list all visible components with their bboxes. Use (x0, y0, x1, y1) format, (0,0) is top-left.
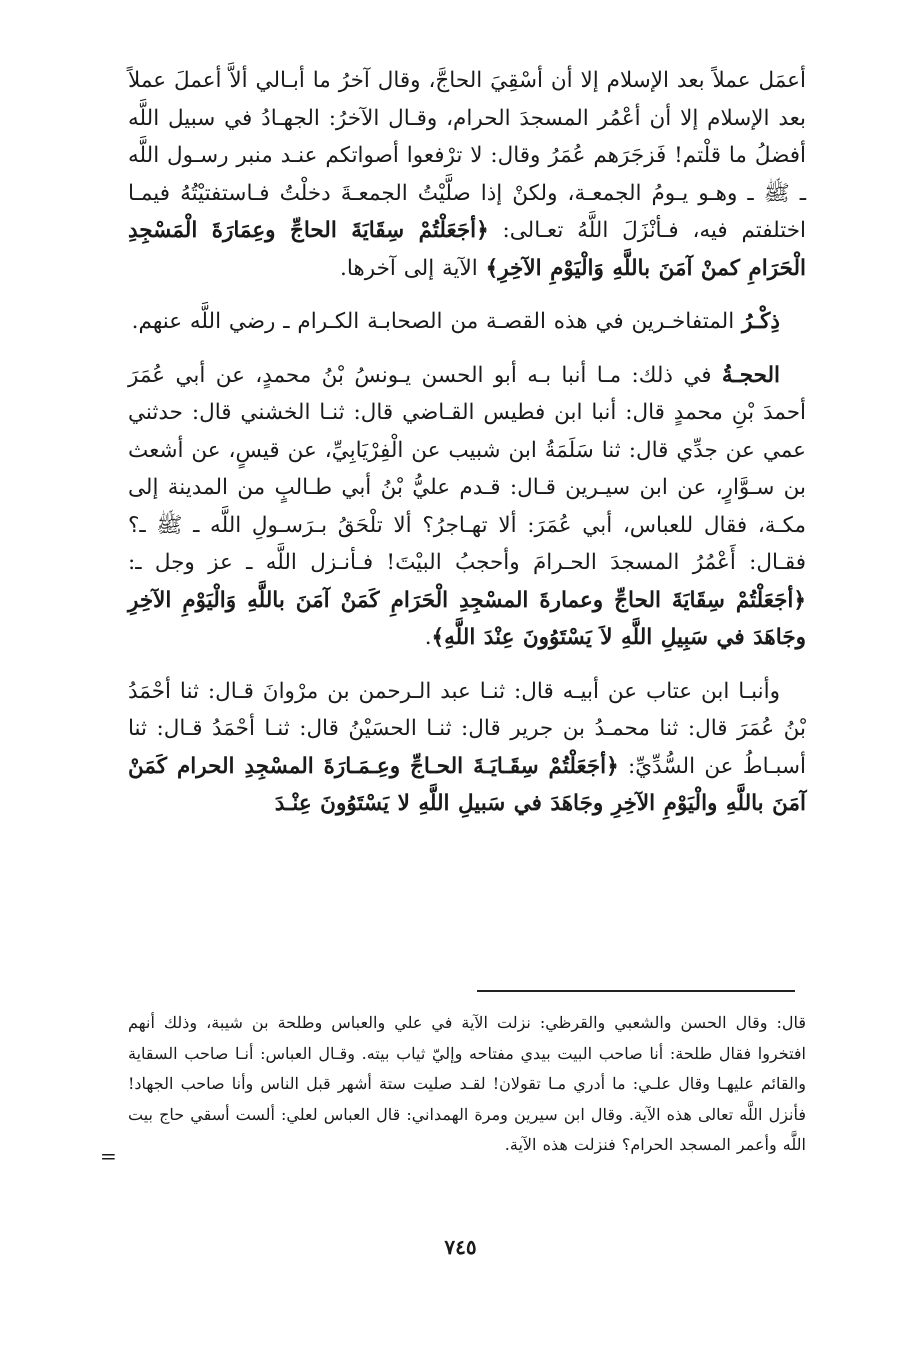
quran-verse: ﴿أجَعَلْتُمْ سِقَـايَـةَ الحـاجِّ وعِـمَـارَةَ المسْجِدِ الحرام كَمَنْ آمَنَ باللَّهِ والْيَوْمِ الآخِرِ وجَاهَدَ في سَبيلِ اللَّهِ لا يَسْتَوُونَ عِنْـدَ (128, 753, 806, 816)
page-number: ٧٤٥ (444, 1235, 477, 1259)
paragraph (128, 62, 806, 287)
text-segment: في ذلك: مـا أنبا بـه أبو الحسن يـونسُ بْنُ محمدٍ، عن أبي عُمَرَ أحمدَ بْنِ محمدٍ قال: أنبا ابن فطيس القـاضي قال: ثنـا الخشني قال: حدثني عمي عن جدِّي قال: ثنا سَلَمَةُ ابن شبيب عن الْفِرْيَابِيِّ، عن قيسٍ، عن أشعث بن سـوَّارٍ، عن ابن سيـرين قـال: قـدم عليُّ بْنُ أبي طـالبٍ من المدينة إلى مكـة، فقال للعباس، أبي عُمَرَ: ألا تهـاجرُ؟ ألا تلْحَقُ بـرَسـولِ اللَّه ـ ﷺ ـ؟ فقـال: أَعْمُرُ المسجدَ الحـرامَ وأحجبُ البيْتَ! فـأنـزل اللَّه ـ عز وجل ـ: (128, 362, 806, 575)
text-segment: المتفاخـرين في هذه القصـة من الصحابـة الكـرام ـ رضي اللَّه عنهم. (131, 309, 743, 334)
section-heading: الحجـةُ (721, 362, 780, 388)
paragraph (128, 357, 806, 657)
continuation-mark: = (100, 1144, 117, 1168)
quran-verse: ﴿أجَعَلْتُمْ سِقَايَةَ الحاجِّ وعمارةَ المسْجِدِ الْحَرَامِ كَمَنْ آمَنَ باللَّهِ وَالْيَوْمِ الآخِرِ وجَاهَدَ في سَبِيلِ اللَّهِ لاَ يَسْتَوُونَ عِنْدَ اللَّهِ﴾ (128, 587, 806, 650)
footnote-separator (477, 990, 795, 992)
footnote: قال: وقال الحسن والشعبي والقرظي: نزلت الآية في علي والعباس وطلحة بن شيبة، وذلك أنهم افتخروا فقال طلحة: أنا صاحب البيت بيدي مفتاحه وإليّ ثياب بيته. وقـال العباس: أنـا صاحب السقاية والقائم عليهـا وقال علـي: ما أدري مـا تقولان! لقـد صليت ستة أشهر قبل الناس وأنا صاحب الجهاد! فأنزل اللَّه تعالى هذه الآية. وقال ابن سيرين ومرة الهمداني: قال العباس لعلي: ألست أسقي حاج بيت اللَّه وأعمر المسجد الحرام؟ فنزلت هذه الآية. (128, 1013, 807, 1154)
page-body (128, 62, 806, 839)
text-segment: وأنبـا ابن عتاب عن أبيـه قال: ثنـا عبد الـرحمن بن مرْوانَ قـال: ثنا أحْمَدُ بْنُ عُمَرَ قال: ثنا محمـدُ بن جرير قال: ثنـا الحسَيْنُ قال: ثنـا أحْمَدُ قـال: ثنا أسبـاطُ عن السُّدِّيِّ: (128, 678, 806, 779)
paragraph (128, 303, 806, 341)
text-segment: أعمَل عملاً بعد الإسلام إلا أن أسْقِيَ الحاجَّ، وقال آخرُ ما أبـالي ألاَّ أعملَ عملاً بعد الإسلام إلا أن أعْمُر المسجدَ الحرام، وقـال الآخرُ: الجهـادُ في سبيل اللَّه أفضلُ ما قلْتم! فَزجَرَهم عُمَرُ وقال: لا ترْفعوا أصواتكم عنـد منبر رسـول اللَّه ـ ﷺ ـ وهـو يـومُ الجمعـة، ولكنْ إذا صلَّيْتُ الجمعـةَ دخلْتُ فـاستفتيْتُهُ فيمـا اختلفتم فيه، فـأنْزَلَ اللَّهُ تعـالى: (128, 68, 806, 243)
paragraph (128, 673, 806, 823)
quran-verse: ﴿أجَعَلْتُمْ سِقَايَةَ الحاجِّ وعِمَارَةَ الْمَسْجِدِ الْحَرَامِ كمنْ آمَنَ باللَّهِ وَالْيَوْمِ الآخِرِ﴾ (128, 218, 806, 281)
text-segment: الآية إلى آخرها. (340, 255, 486, 281)
text-segment: . (424, 625, 432, 650)
section-heading: ذِكْـرُ (742, 309, 780, 334)
